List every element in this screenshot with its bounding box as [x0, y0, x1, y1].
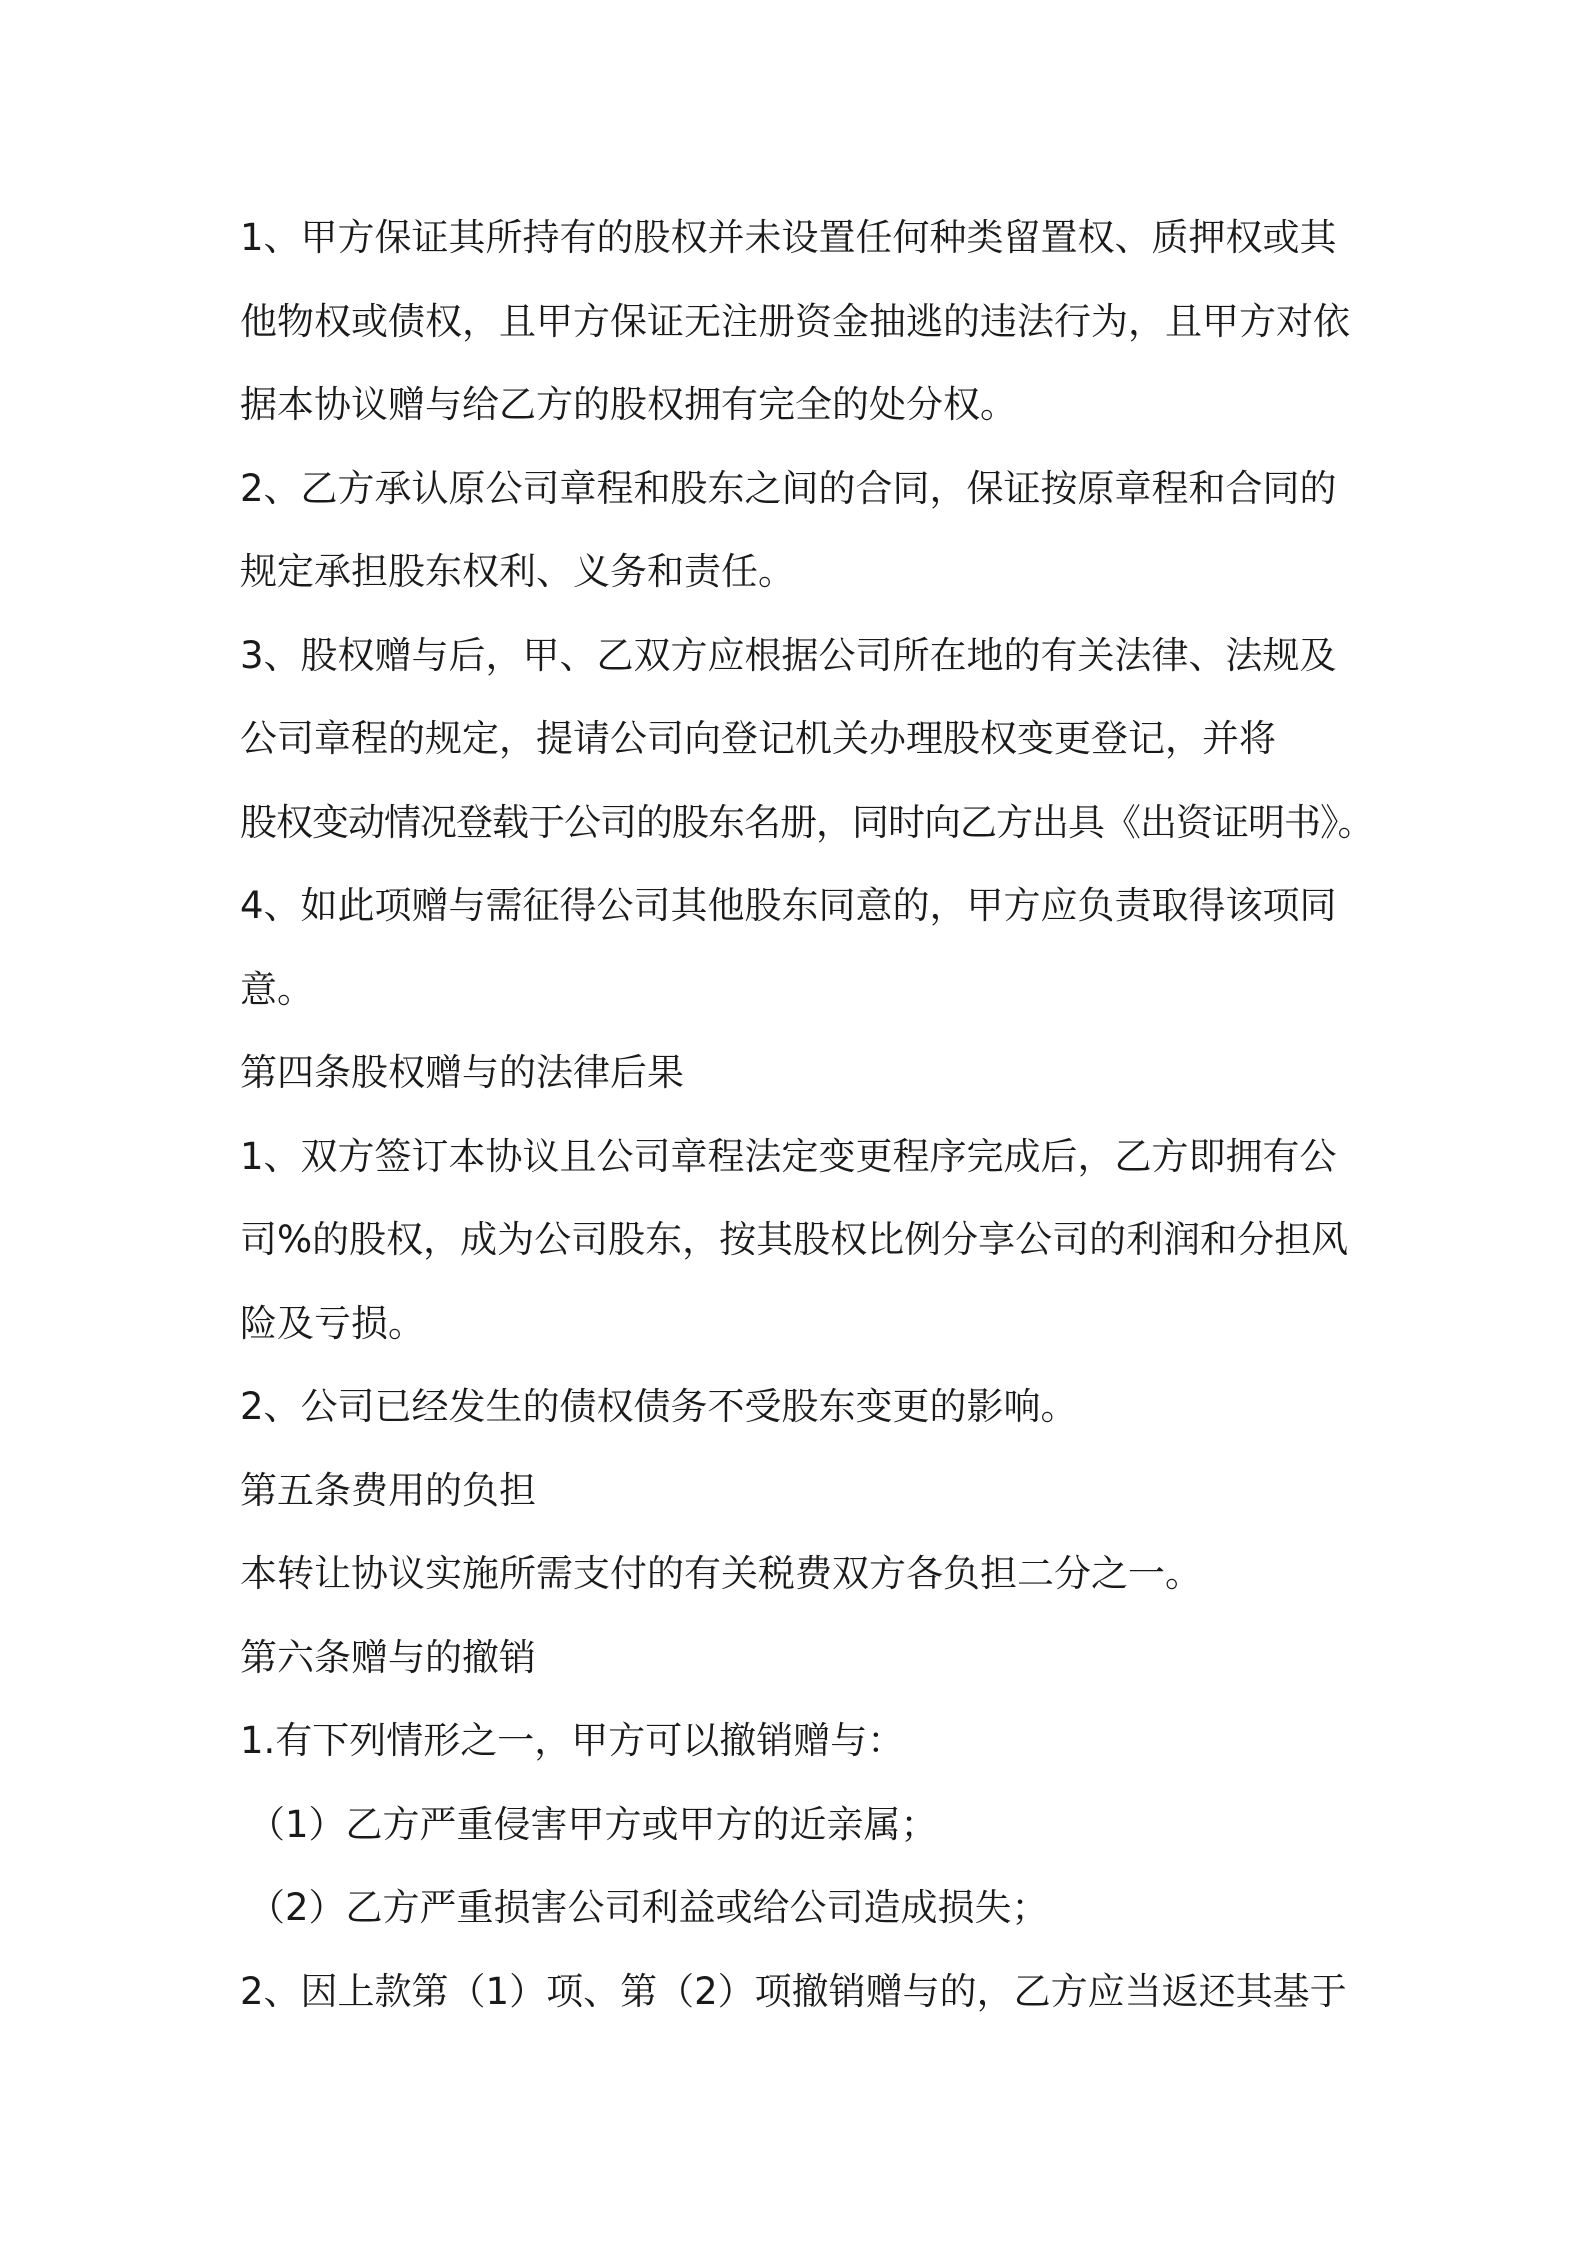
- article-6-subitem-1: （1）乙方严重侵害甲方或甲方的近亲属；: [248, 1802, 938, 1846]
- clause-1-line-3: 据本协议赠与给乙方的股权拥有完全的处分权。: [240, 383, 1017, 426]
- clause-1-line-1: 1、甲方保证其所持有的股权并未设置任何种类留置权、质押权或其: [240, 216, 1337, 259]
- article-4-item-2: 2、公司已经发生的债权债务不受股东变更的影响。: [240, 1385, 1078, 1428]
- article-6-item-2: 2、因上款第（1）项、第（2）项撤销赠与的，乙方应当返还其基于: [240, 1969, 1347, 2013]
- clause-2-line-2: 规定承担股东权利、义务和责任。: [240, 550, 795, 593]
- article-6-item-1: 1.有下列情形之一，甲方可以撤销赠与：: [240, 1719, 905, 1762]
- clause-3-line-2: 公司章程的规定，提请公司向登记机关办理股权变更登记，并将: [240, 717, 1276, 760]
- article-5-text: 本转让协议实施所需支付的有关税费双方各负担二分之一。: [240, 1552, 1202, 1595]
- article-4-item-1-line-2: 司%的股权，成为公司股东，按其股权比例分享公司的利润和分担风: [240, 1218, 1349, 1261]
- clause-1-line-2: 他物权或债权，且甲方保证无注册资金抽逃的违法行为，且甲方对依: [240, 299, 1350, 343]
- document-body: [240, 196, 1374, 2033]
- clause-3-line-3: 股权变动情况登载于公司的股东名册，同时向乙方出具《出资证明书》。: [240, 800, 1374, 844]
- clause-3-line-1: 3、股权赠与后，甲、乙双方应根据公司所在地的有关法律、法规及: [240, 633, 1337, 677]
- clause-4-line-2: 意。: [240, 967, 314, 1011]
- article-6-subitem-2: （2）乙方严重损害公司利益或给公司造成损失；: [248, 1886, 1049, 1929]
- article-4-item-1-line-1: 1、双方签订本协议且公司章程法定变更程序完成后，乙方即拥有公: [240, 1134, 1337, 1178]
- clause-2-line-1: 2、乙方承认原公司章程和股东之间的合同，保证按原章程和合同的: [240, 466, 1337, 510]
- article-4-item-1-line-3: 险及亏损。: [240, 1301, 425, 1345]
- article-5-heading: 第五条费用的负担: [240, 1468, 536, 1512]
- article-4-heading: 第四条股权赠与的法律后果: [240, 1051, 684, 1094]
- clause-4-line-1: 4、如此项赠与需征得公司其他股东同意的，甲方应负责取得该项同: [240, 884, 1337, 927]
- article-6-heading: 第六条赠与的撤销: [240, 1635, 536, 1679]
